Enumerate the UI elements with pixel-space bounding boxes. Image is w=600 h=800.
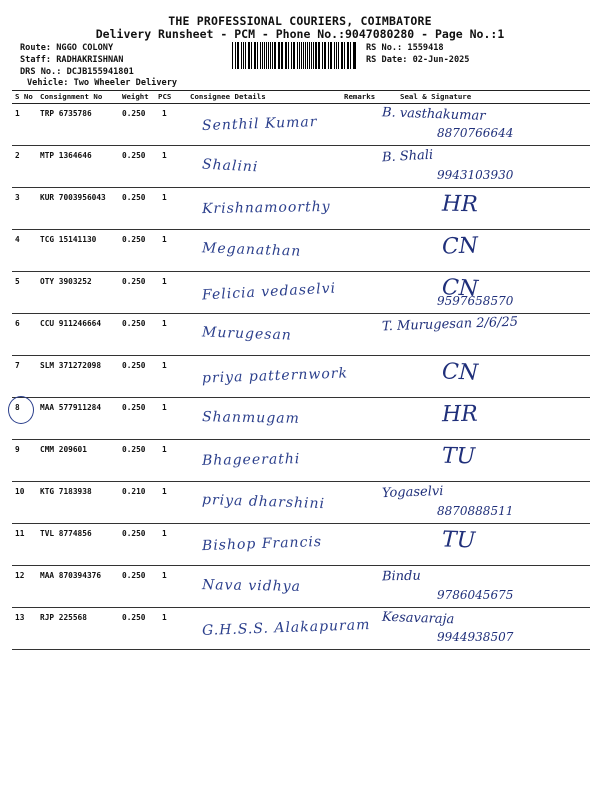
table-row: [12, 314, 590, 356]
row-sno: 8: [15, 403, 20, 412]
barcode-bar: [330, 42, 331, 69]
row-consignment-no: MAA 577911284: [40, 403, 102, 412]
barcode-bar: [257, 42, 259, 69]
barcode-bar: [334, 42, 336, 69]
row-weight: 0.250: [122, 193, 146, 202]
barcode-bar: [266, 42, 267, 69]
barcode-bar: [237, 42, 238, 69]
runsheet-subtitle: Delivery Runsheet - PCM - Phone No.:9047080280 - Page No.:1: [95, 27, 505, 41]
row-sno: 10: [15, 487, 25, 496]
barcode-bar: [272, 42, 273, 69]
col-weight: Weight: [122, 92, 149, 101]
signature: HR: [441, 191, 478, 218]
barcode-bar: [353, 42, 354, 69]
barcode-bar: [275, 42, 276, 69]
consignee-handwriting: G.H.S.S. Alakapuram: [201, 617, 371, 639]
barcode-bar: [325, 42, 326, 69]
barcode-bar: [278, 42, 280, 69]
barcode-bar: [291, 42, 292, 69]
barcode-bar: [315, 42, 317, 69]
table-row: [12, 188, 590, 230]
table-row: [12, 566, 590, 608]
signature: Kesavaraja: [381, 609, 455, 628]
barcode-bar: [248, 42, 249, 69]
phone-handwriting: 9944938507: [437, 630, 514, 644]
row-sno: 9: [15, 445, 20, 454]
consignee-handwriting: Nava vidhya: [201, 577, 302, 595]
barcode-bar: [341, 42, 342, 69]
phone-handwriting: 8870888511: [437, 504, 514, 518]
table-row: [12, 272, 590, 314]
row-sno: 1: [15, 109, 20, 118]
table-row: [12, 608, 590, 650]
row-sno: 2: [15, 151, 20, 160]
row-weight: 0.250: [122, 403, 146, 412]
signature: T. Murugesan 2/6/25: [381, 314, 519, 335]
route-label: Route: NGGO COLONY: [20, 43, 114, 53]
table-row: [12, 524, 590, 566]
row-consignment-no: TVL 8774856: [40, 529, 92, 538]
signature: TU: [441, 527, 476, 554]
barcode-bar: [342, 42, 343, 69]
signature: CN: [441, 359, 479, 386]
barcode-bar: [301, 42, 302, 69]
drs-number: DRS No.: DCJB155941801: [20, 67, 134, 77]
barcode-bar: [350, 42, 351, 69]
signature: Bindu: [381, 568, 421, 585]
col-sno: S No: [15, 92, 33, 101]
row-weight: 0.250: [122, 361, 146, 370]
barcode-bar: [243, 42, 245, 69]
row-weight: 0.250: [122, 235, 146, 244]
consignee-handwriting: Shanmugam: [201, 409, 300, 427]
row-sno: 7: [15, 361, 20, 370]
row-consignment-no: MTP 1364646: [40, 151, 92, 160]
barcode-bar: [251, 42, 252, 69]
barcode-bar: [336, 42, 337, 69]
barcode-bar: [245, 42, 246, 69]
row-consignment-no: OTY 3903252: [40, 277, 92, 286]
row-pcs: 1: [162, 445, 167, 454]
barcode-bar: [344, 42, 345, 69]
row-sno: 4: [15, 235, 20, 244]
company-title: THE PROFESSIONAL COURIERS, COIMBATORE: [168, 14, 432, 28]
barcode-bar: [297, 42, 299, 69]
circle-mark-icon: [8, 396, 34, 424]
row-pcs: 1: [162, 151, 167, 160]
row-consignment-no: SLM 371272098: [40, 361, 102, 370]
row-weight: 0.210: [122, 487, 146, 496]
barcode-bar: [274, 42, 275, 69]
barcode-bar: [238, 42, 239, 69]
row-sno: 3: [15, 193, 20, 202]
barcode-bar: [288, 42, 289, 69]
barcode-bar: [285, 42, 286, 69]
row-pcs: 1: [162, 109, 167, 118]
table-row: [12, 440, 590, 482]
barcode-bar: [309, 42, 310, 69]
barcode-bar: [322, 42, 323, 69]
barcode-bar: [319, 42, 320, 69]
row-weight: 0.250: [122, 151, 146, 160]
table-row: [12, 356, 590, 398]
barcode: [232, 42, 357, 69]
row-sno: 5: [15, 277, 20, 286]
phone-handwriting: 8870766644: [437, 126, 514, 140]
barcode-bar: [286, 42, 287, 69]
table-row: [12, 398, 590, 440]
barcode-bar: [235, 42, 236, 69]
barcode-bar: [270, 42, 271, 69]
row-consignment-no: KUR 7003956043: [40, 193, 106, 202]
barcode-bar: [294, 42, 295, 69]
consignee-handwriting: Bhageerathi: [201, 451, 301, 469]
signature: HR: [441, 401, 478, 428]
row-consignment-no: TRP 6735786: [40, 109, 92, 118]
row-sno: 12: [15, 571, 25, 580]
row-weight: 0.250: [122, 277, 146, 286]
row-consignment-no: MAA 870394376: [40, 571, 102, 580]
row-pcs: 1: [162, 613, 167, 622]
phone-handwriting: 9943103930: [437, 168, 514, 182]
barcode-bar: [347, 42, 348, 69]
runsheet-table: [12, 90, 590, 650]
signature: B. vasthakumar: [381, 105, 486, 124]
consignee-handwriting: Krishnamoorthy: [201, 198, 331, 218]
barcode-bar: [293, 42, 294, 69]
barcode-bar: [328, 42, 329, 69]
signature: B. Shali: [381, 147, 434, 166]
row-weight: 0.250: [122, 571, 146, 580]
row-pcs: 1: [162, 235, 167, 244]
barcode-bar: [324, 42, 325, 69]
table-row: [12, 230, 590, 272]
row-consignment-no: CMM 209601: [40, 445, 87, 454]
barcode-bar: [318, 42, 319, 69]
barcode-bar: [282, 42, 283, 69]
col-consignment: Consignment No: [40, 92, 103, 101]
barcode-bar: [331, 42, 332, 69]
barcode-bar: [249, 42, 250, 69]
barcode-bar: [354, 42, 356, 69]
row-pcs: 1: [162, 529, 167, 538]
barcode-bar: [262, 42, 263, 69]
staff-label: Staff: RADHAKRISHNAN: [20, 55, 124, 65]
row-sno: 13: [15, 613, 25, 622]
consignee-handwriting: priya patternwork: [201, 365, 349, 387]
row-pcs: 1: [162, 277, 167, 286]
consignee-handwriting: Senthil Kumar: [201, 113, 318, 135]
barcode-bar: [241, 42, 242, 69]
signature: CN: [441, 233, 479, 260]
barcode-bar: [303, 42, 304, 69]
barcode-bar: [305, 42, 306, 69]
row-pcs: 1: [162, 319, 167, 328]
row-weight: 0.250: [122, 529, 146, 538]
row-weight: 0.250: [122, 613, 146, 622]
consignee-handwriting: Shalini: [201, 156, 259, 176]
consignee-handwriting: Murugesan: [201, 324, 293, 344]
barcode-bar: [268, 42, 269, 69]
consignee-handwriting: priya dharshini: [201, 491, 326, 513]
barcode-bar: [254, 42, 255, 69]
table-header: [12, 90, 590, 104]
row-pcs: 1: [162, 487, 167, 496]
barcode-bar: [281, 42, 282, 69]
signature: CN: [441, 275, 479, 302]
col-pcs: PCS: [158, 92, 172, 101]
consignee-handwriting: Bishop Francis: [201, 533, 323, 555]
barcode-bar: [313, 42, 314, 69]
barcode-bar: [232, 42, 233, 69]
barcode-bar: [299, 42, 300, 69]
row-consignment-no: CCU 911246664: [40, 319, 102, 328]
barcode-bar: [307, 42, 308, 69]
barcode-bar: [311, 42, 312, 69]
barcode-bar: [338, 42, 339, 69]
col-consignee: Consignee Details: [190, 92, 266, 101]
phone-handwriting: 9786045675: [437, 588, 514, 602]
signature: TU: [441, 443, 476, 470]
row-pcs: 1: [162, 361, 167, 370]
row-sno: 11: [15, 529, 25, 538]
row-consignment-no: KTG 7183938: [40, 487, 92, 496]
signature: Yogaselvi: [381, 483, 444, 502]
consignee-handwriting: Meganathan: [201, 240, 302, 260]
barcode-bar: [348, 42, 349, 69]
consignee-handwriting: Felicia vedaselvi: [201, 280, 337, 304]
row-weight: 0.250: [122, 319, 146, 328]
barcode-bar: [264, 42, 265, 69]
table-row: [12, 104, 590, 146]
col-signature: Seal & Signature: [400, 92, 472, 101]
rs-date: RS Date: 02-Jun-2025: [366, 55, 470, 65]
table-row: [12, 482, 590, 524]
row-pcs: 1: [162, 193, 167, 202]
barcode-bar: [260, 42, 261, 69]
vehicle-label: Vehicle: Two Wheeler Delivery: [27, 78, 178, 88]
rs-number: RS No.: 1559418: [366, 43, 444, 53]
row-consignment-no: TCG 15141130: [40, 235, 97, 244]
row-weight: 0.250: [122, 445, 146, 454]
phone-handwriting: 9597658570: [437, 294, 514, 308]
row-pcs: 1: [162, 571, 167, 580]
row-pcs: 1: [162, 403, 167, 412]
row-consignment-no: RJP 225568: [40, 613, 87, 622]
row-weight: 0.250: [122, 109, 146, 118]
barcode-bar: [255, 42, 256, 69]
table-row: [12, 146, 590, 188]
row-sno: 6: [15, 319, 20, 328]
col-remarks: Remarks: [344, 92, 376, 101]
